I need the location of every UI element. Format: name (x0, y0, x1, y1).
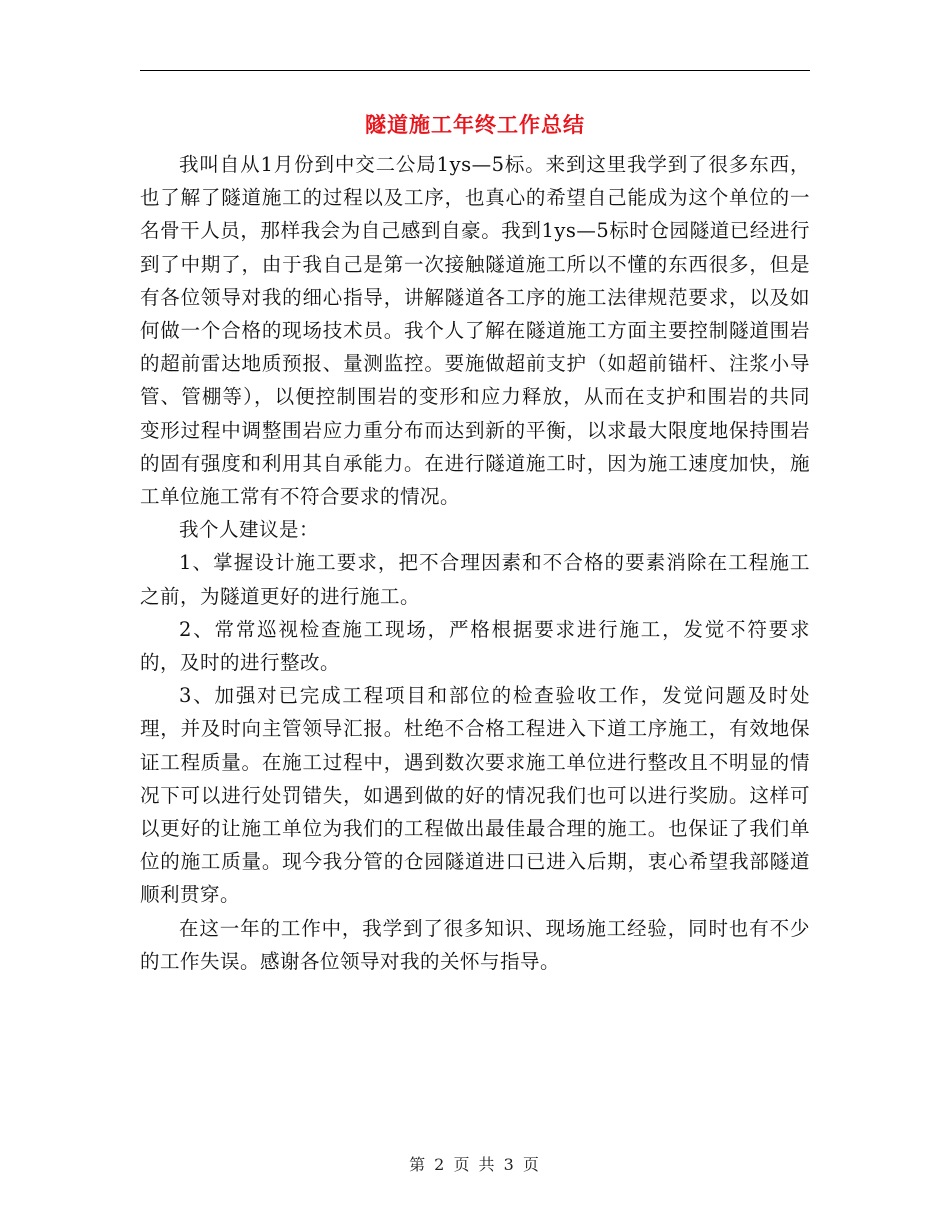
document-title: 隧道施工年终工作总结 (365, 112, 585, 137)
paragraph-conclusion: 在这一年的工作中，我学到了很多知识、现场施工经验，同时也有不少的工作失误。感谢各位领导对我的关怀与指导。 (140, 916, 810, 973)
paragraph-suggestion-2: 2、常常巡视检查施工现场，严格根据要求进行施工，发觉不符要求的，及时的进行整改。 (140, 617, 810, 675)
paragraph-suggestion-3: 3、加强对已完成工程项目和部位的检查验收工作，发觉问题及时处理，并及时向主管领导汇报。杜绝不合格工程进入下道工序施工，有效地保证工程质量。在施工过程中，遇到数次要求施工单位进行整改且不明显的情况下可以进行处罚错失，如遇到做的好的情况我们也可以进行奖励。这样可以更好的让施工单位为我们的工程做出最佳最合理的施工。也保证了我们单位的施工质量。现今我分管的仓园隧道进口已进入后期，衷心希望我部隧道顺利贯穿。 (140, 684, 810, 907)
paragraph-suggestion-heading: 我个人建议是： (179, 518, 320, 542)
paragraph-intro: 我叫自从1月份到中交二公局1ys—5标。来到这里我学到了很多东西，也了解了隧道施工的过程以及工序，也真心的希望自己能成为这个单位的一名骨干人员，那样我会为自己感到自豪。我到1ys—5标时仓园隧道已经进行到了中期了，由于我自己是第一次接触隧道施工所以不懂的东西很多，但是有各位领导对我的细心指导，讲解隧道各工序的施工法律规范要求，以及如何做一个合格的现场技术员。我个人了解在隧道施工方面主要控制隧道围岩的超前雷达地质预报、量测监控。要施做超前支护（如超前锚杆、注浆小导管、管棚等），以便控制围岩的变形和应力释放，从而在支护和围岩的共同变形过程中调整围岩应力重分布而达到新的平衡，以求最大限度地保持围岩的固有强度和利用其自承能力。在进行隧道施工时，因为施工速度加快，施工单位施工常有不符合要求的情况。 (140, 153, 810, 509)
header-rule (140, 70, 810, 71)
paragraph-suggestion-1: 1、掌握设计施工要求，把不合理因素和不合格的要素消除在工程施工之前，为隧道更好的进行施工。 (140, 551, 810, 608)
document-body (140, 148, 810, 978)
page-number: 第 2 页 共 3 页 (409, 1155, 541, 1174)
